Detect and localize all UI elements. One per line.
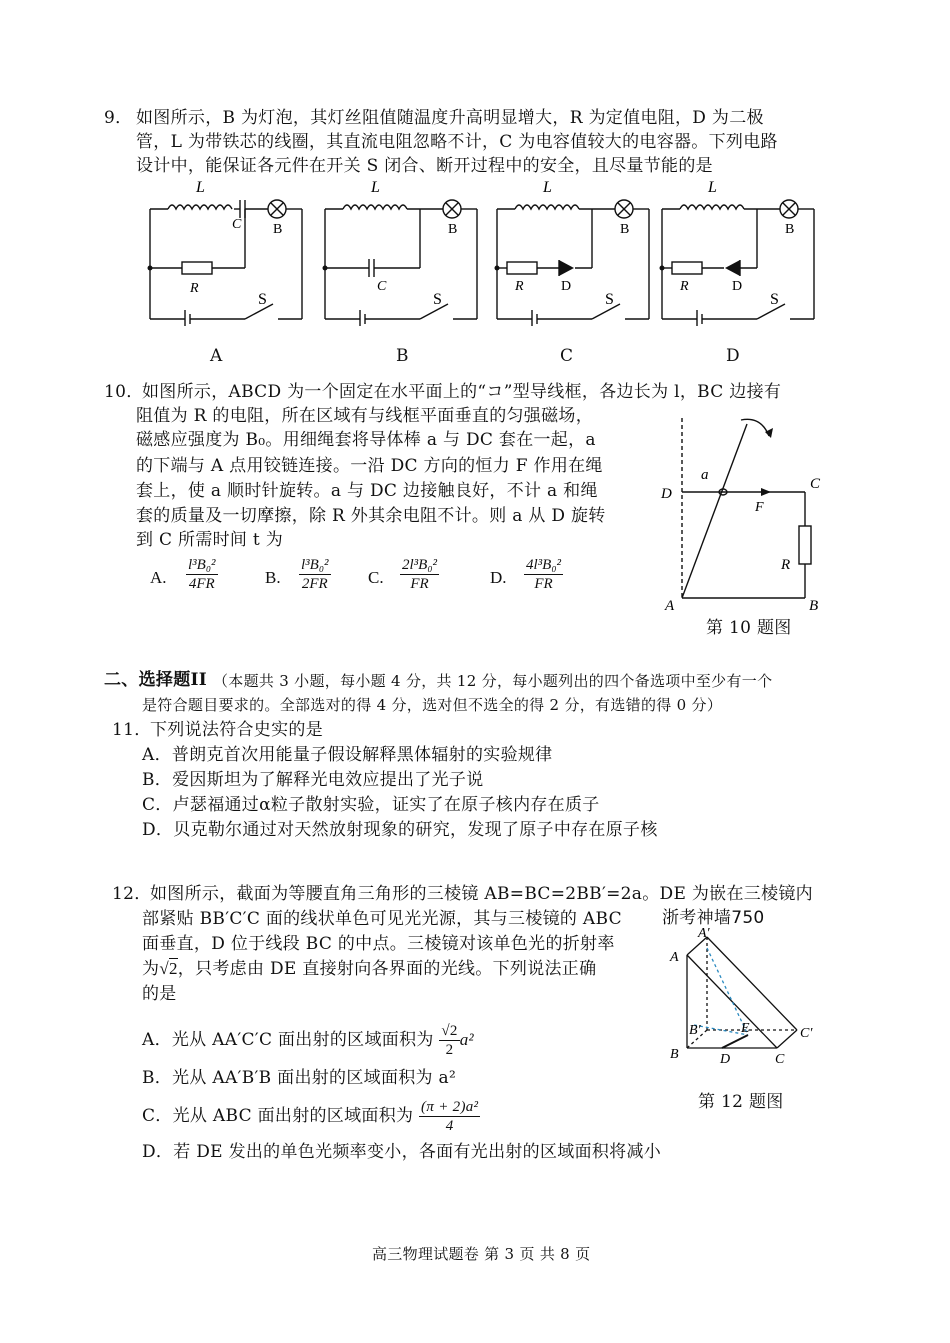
svg-text:S: S [605,291,614,308]
svg-text:E: E [741,1021,750,1036]
svg-text:B′: B′ [689,1023,701,1038]
q10-option-b-fraction: $\frac{\text{l³B₀²}}{2FR}$ [301,557,329,592]
q12-line5: 的是 [142,984,177,1004]
svg-text:A′: A′ [698,926,710,941]
q10-line3: 磁感应强度为 B₀。用细绳套将导体棒 a 与 DC 套在一起，a [136,430,596,450]
q9-option-a: A [210,346,223,366]
page-footer: 高三物理试题卷 第 3 页 共 8 页 [372,1245,591,1263]
svg-text:L: L [543,179,552,196]
svg-text:B: B [809,598,819,614]
svg-text:B: B [620,222,630,237]
q10-option-c-fraction: $\frac{\text{2l³B₀²}}{FR}$ [402,557,438,592]
q12-figure [662,925,832,1065]
q10-option-a-fraction: $\frac{\text{l³B₀²}}{4FR}$ [188,557,216,592]
q12-watermark: 浙考神墙750 [662,908,765,928]
q12-line4: 为√2，只考虑由 DE 直接射向各界面的光线。下列说法正确 [142,959,597,979]
q9-option-d: D [726,346,740,366]
section2-heading: 二、选择题II [104,670,208,690]
q10-option-b-label: B. [265,568,281,587]
q11-number: 11． [112,720,152,740]
svg-text:A: A [670,950,679,965]
q10-line7: 到 C 所需时间 t 为 [136,530,284,550]
svg-text:L: L [708,179,717,196]
q11-option-b: B．爱因斯坦为了解释光电效应提出了光子说 [142,770,484,790]
q11-stem: 下列说法符合史实的是 [150,720,323,740]
q12-line1: 如图所示，截面为等腰直角三角形的三棱镜 AB=BC=2BB′=2a。DE 为嵌在三棱镜内 [150,884,813,904]
q10-option-d-label: D. [490,568,507,587]
svg-text:L: L [371,179,380,196]
svg-text:S: S [258,291,267,308]
svg-text:C: C [377,279,387,294]
svg-text:C: C [232,217,242,232]
q12-line2: 部紧贴 BB′C′C 面的线状单色可见光光源，其与三棱镜的 ABC [142,909,622,929]
svg-text:S: S [770,291,779,308]
circuit-a-diagram [140,176,310,326]
q10-line6: 套的质量及一切摩擦，除 R 外其余电阻不计。则 a 从 D 旋转 [136,506,606,526]
svg-text:D: D [561,279,572,294]
q10-line1: 如图所示，ABCD 为一个固定在水平面上的“コ”型导线框，各边长为 l，BC 边接有 [142,382,782,402]
svg-text:C: C [810,476,821,492]
circuit-b-diagram [315,176,485,326]
q10-line2: 阻值为 R 的电阻，所在区域有与线框平面垂直的匀强磁场， [136,406,594,426]
svg-text:A: A [665,598,675,614]
q10-options [150,556,600,606]
q10-line5: 套上，使 a 顺时针旋转。a 与 DC 边接触良好，不计 a 和绳 [136,481,598,501]
q12-option-c: C．光从 ABC 面出射的区域面积为 $\frac{\text{(π + 2)a²}}{4}$ [142,1099,479,1134]
q9-number: 9． [104,108,133,128]
svg-text:C′: C′ [800,1026,813,1041]
q10-option-c-label: C. [368,568,384,587]
q12-option-d: D．若 DE 发出的单色光频率变小，各面有光出射的区域面积将减小 [142,1142,662,1162]
svg-text:R: R [781,557,791,573]
q10-line4: 的下端与 A 点用铰链连接。一沿 DC 方向的恒力 F 作用在绳 [136,456,603,476]
circuit-c-diagram [487,176,657,326]
q12-option-a: A．光从 AA′C′C 面出射的区域面积为 $\frac{√2}{2}$ a² [142,1023,474,1058]
svg-text:F: F [755,500,764,515]
q12-option-b: B．光从 AA′B′B 面出射的区域面积为 a² [142,1068,457,1088]
svg-text:a: a [701,467,709,483]
q12-number: 12． [112,884,152,904]
svg-text:B: B [448,222,458,237]
svg-text:R: R [680,279,689,294]
circuit-d-diagram [652,176,822,326]
svg-text:B: B [670,1047,679,1062]
svg-text:S: S [433,291,442,308]
q12-figure-caption: 第 12 题图 [698,1092,784,1112]
q10-figure-caption: 第 10 题图 [706,618,792,638]
q11-option-c: C．卢瑟福通过α粒子散射实验，证实了在原子核内存在质子 [142,795,600,815]
svg-text:D: D [661,486,672,502]
q11-option-a: A．普朗克首次用能量子假设解释黑体辐射的实验规律 [142,745,553,765]
svg-text:D: D [720,1052,731,1065]
svg-text:L: L [196,179,205,196]
svg-text:B: B [273,222,283,237]
q12-line3: 面垂直，D 位于线段 BC 的中点。三棱镜对该单色光的折射率 [142,934,615,954]
q11-option-d: D．贝克勒尔通过对天然放射现象的研究，发现了原子中存在原子核 [142,820,658,840]
q10-figure [655,410,835,618]
section2-desc-line1: （本题共 3 小题，每小题 4 分，共 12 分，每小题列出的四个备选项中至少有一个 [213,672,773,690]
svg-text:C: C [775,1052,785,1065]
svg-text:D: D [732,279,743,294]
svg-text:R: R [515,279,524,294]
q9-option-c: C [560,346,574,366]
q10-number: 10． [104,382,144,402]
q9-option-b: B [396,346,409,366]
q9-line3: 设计中，能保证各元件在开关 S 闭合、断开过程中的安全，且尽量节能的是 [136,156,713,176]
svg-text:R: R [190,281,199,296]
section2-desc-line2: 是符合题目要求的。全部选对的得 4 分，选对但不选全的得 2 分，有选错的得 0 分） [142,696,723,714]
q9-line2: 管，L 为带铁芯的线圈，其直流电阻忽略不计，C 为电容值较大的电容器。下列电路 [136,132,778,152]
svg-text:B: B [785,222,795,237]
q10-option-d-fraction: $\frac{\text{4l³B₀²}}{FR}$ [526,557,562,592]
q10-option-a-label: A. [150,568,167,587]
q9-line1: 如图所示，B 为灯泡，其灯丝阻值随温度升高明显增大，R 为定值电阻，D 为二极 [136,108,764,128]
